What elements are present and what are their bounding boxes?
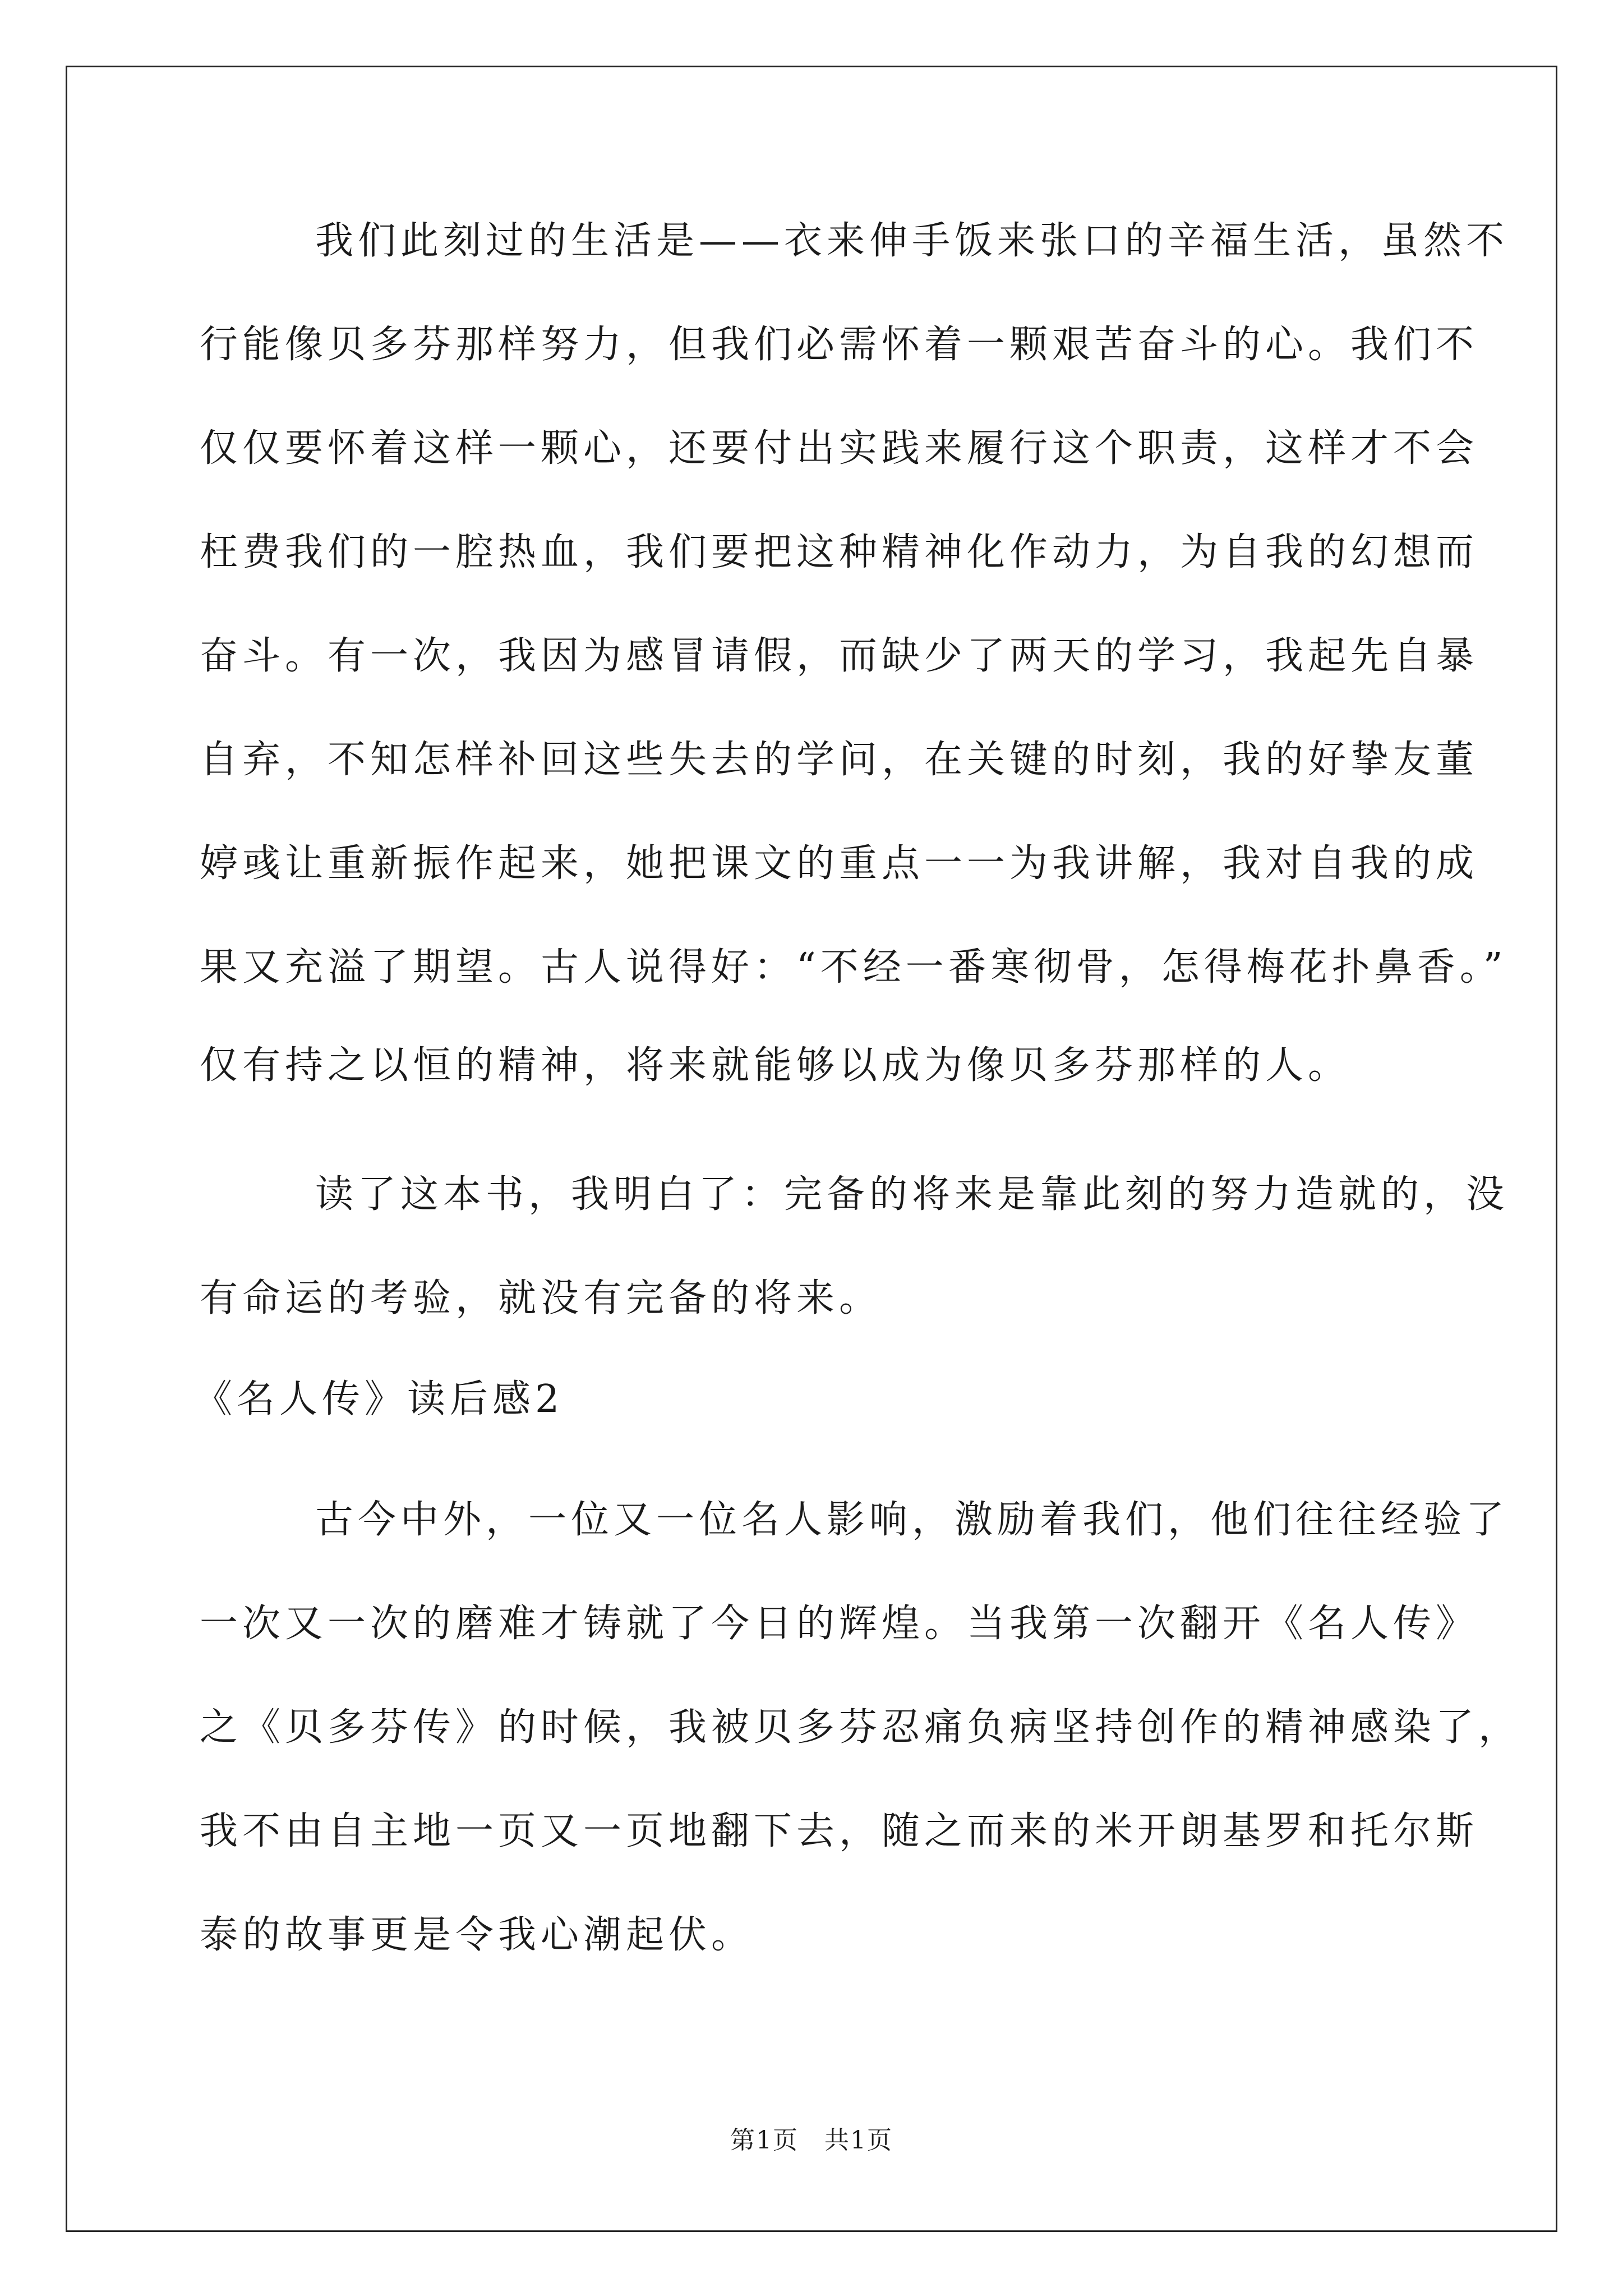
page-border [66,66,1557,2232]
page-footer: 第1页 共1页 [730,2126,893,2155]
paragraph-line: 婷彧让重新振作起来，她把课文的重点一一为我讲解，我对自我的成 [200,841,1479,886]
paragraph-line: 奋斗。有一次，我因为感冒请假，而缺少了两天的学习，我起先自暴 [200,634,1479,678]
paragraph-line: 自弃，不知怎样补回这些失去的学问，在关键的时刻，我的好挚友董 [200,738,1479,782]
paragraph-line: 枉费我们的一腔热血，我们要把这种精神化作动力，为自我的幻想而 [200,530,1479,574]
section-heading: 《名人传》读后感2 [194,1377,564,1421]
paragraph-line: 我们此刻过的生活是——衣来伸手饭来张口的辛福生活，虽然不 [273,219,1509,263]
paragraph-line: 读了这本书，我明白了：完备的将来是靠此刻的努力造就的，没 [273,1172,1509,1217]
paragraph-line: 古今中外，一位又一位名人影响，激励着我们，他们往往经验了 [273,1498,1509,1542]
paragraph-line: 一次又一次的磨难才铸就了今日的辉煌。当我第一次翻开《名人传》 [200,1602,1479,1646]
paragraph-line: 仅仅要怀着这样一颗心，还要付出实践来履行这个职责，这样才不会 [200,426,1479,471]
paragraph-line: 之《贝多芬传》的时候，我被贝多芬忍痛负病坚持创作的精神感染了， [200,1705,1521,1750]
paragraph-line: 行能像贝多芬那样努力，但我们必需怀着一颗艰苦奋斗的心。我们不 [200,323,1479,367]
paragraph-line: 我不由自主地一页又一页地翻下去，随之而来的米开朗基罗和托尔斯 [200,1809,1479,1853]
paragraph-line: 仅有持之以恒的精神，将来就能够以成为像贝多芬那样的人。 [200,1043,1351,1088]
paragraph-line: 果又充溢了期望。古人说得好：“不经一番寒彻骨，怎得梅花扑鼻香。” [200,945,1507,990]
paragraph-line: 泰的故事更是令我心潮起伏。 [200,1913,754,1957]
paragraph-line: 有命运的考验，就没有完备的将来。 [200,1276,882,1320]
